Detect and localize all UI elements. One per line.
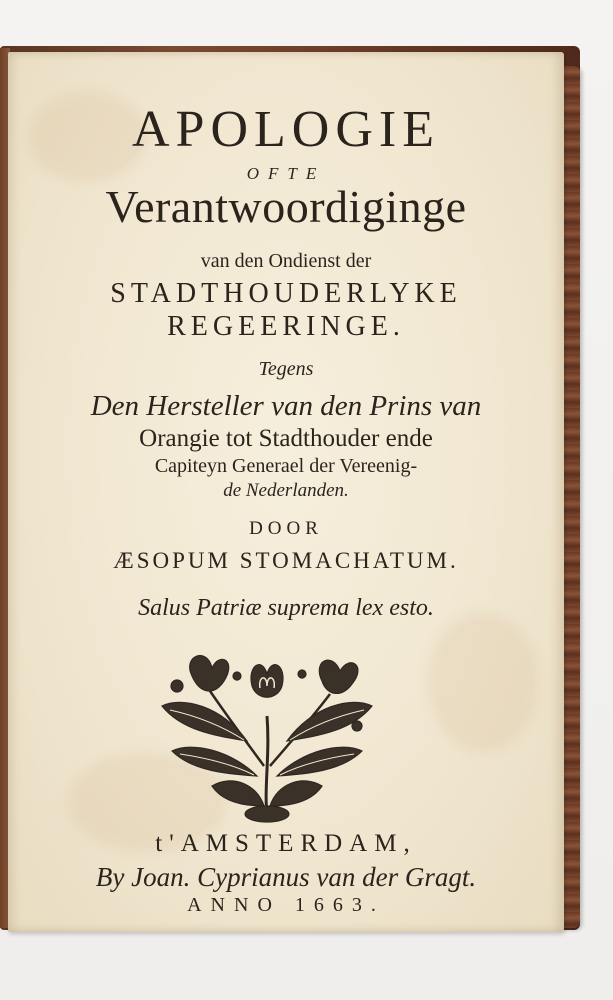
motto: Salus Patriæ suprema lex esto. [138,595,434,621]
door-label: DOOR [249,518,323,539]
imprint-year: ANNO 1663. [187,894,385,916]
imprint-place: t'AMSTERDAM, [155,830,417,857]
subtitle-caps-line-1: STADTHOUDERLYKE [110,278,462,309]
title-page [8,52,564,932]
subtitle-caps-line-2: REGEERINGE. [167,311,405,342]
against-line-3: Capiteyn Generael der Vereenig- [154,455,418,477]
subtitle-line: van den Ondienst der [200,250,372,272]
floral-vignette-icon [152,646,382,826]
book-subtitle: Verantwoordiginge [105,181,467,232]
author-name: ÆSOPUM STOMACHATUM. [113,548,459,573]
title-conjunction: OFTE [246,164,326,183]
against-line-1: Den Hersteller van den Prins van [90,390,482,422]
book-title: APOLOGIE [132,101,440,158]
against-line-4: de Nederlanden. [223,480,349,501]
tegens-label: Tegens [258,358,314,380]
against-line-2: Orangie tot Stadthouder ende [139,425,433,452]
imprint-printer: By Joan. Cyprianus van der Gragt. [95,862,477,892]
